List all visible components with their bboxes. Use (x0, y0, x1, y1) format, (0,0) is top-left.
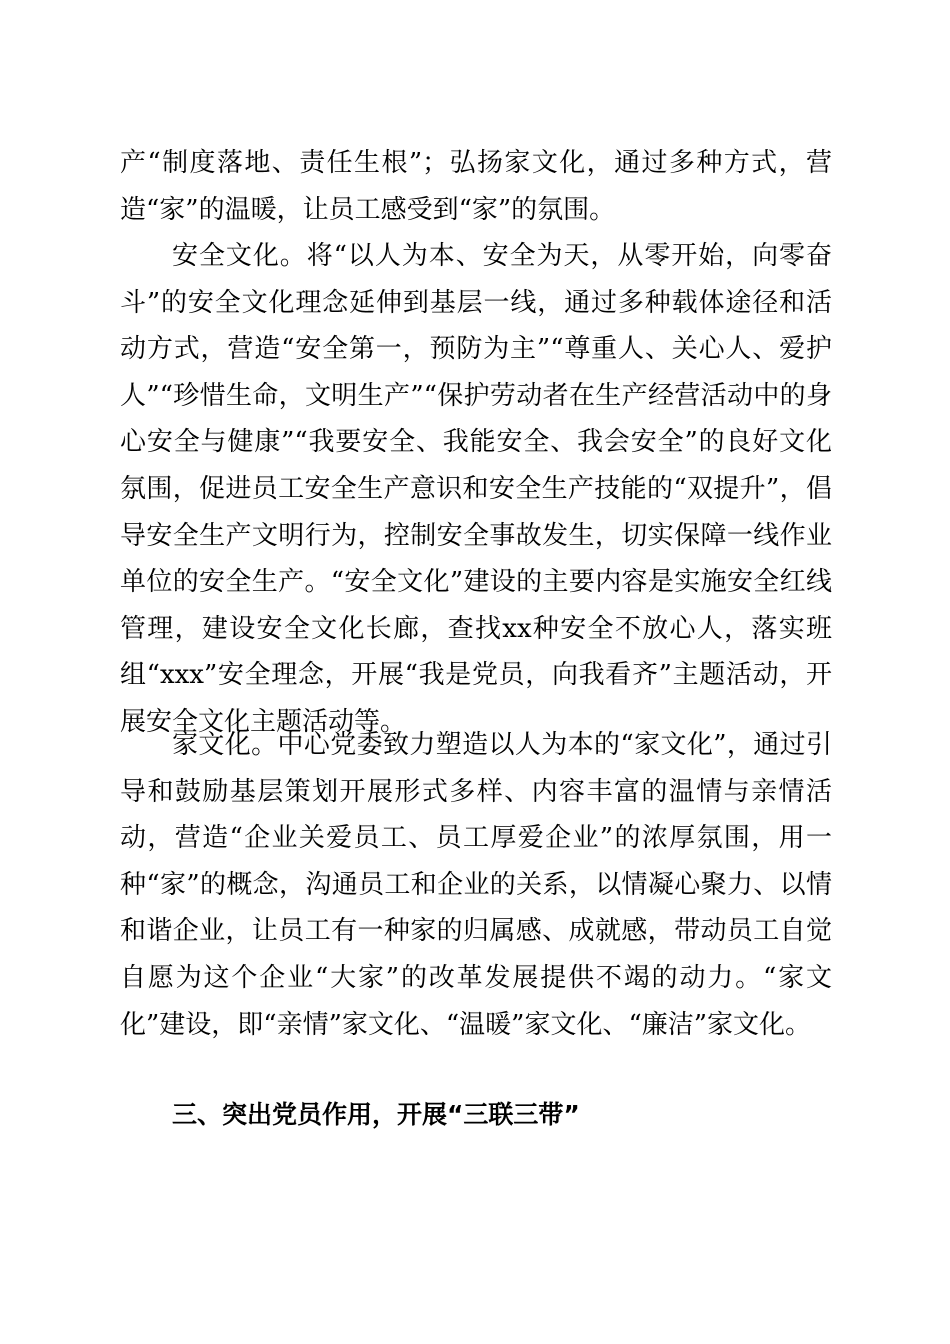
section-heading: 三、突出党员作用，开展“三联三带” (172, 1100, 580, 1129)
paragraph-safety-culture: 安全文化。将“以人为本、安全为天，从零开始，向零奋斗”的安全文化理念延伸到基层一线，通过多种载体途径和活动方式，营造“安全第一，预防为主”“尊重人、关心人、爱护人”“珍惜生命，文明生产”“保护劳动者在生产经营活动中的身心安全与健康”“我要安全、我能安全、我会安全”的良好文化氛围，促进员工安全生产意识和安全生产技能的“双提升”，倡导安全生产文明行为，控制安全事故发生，切实保障一线作业单位的安全生产。“安全文化”建设的主要内容是实施安全红线管理，建设安全文化长廊，查找xx种安全不放心人，落实班组“xxx”安全理念，开展“我是党员，向我看齐”主题活动，开展安全文化主题活动等。 (120, 241, 832, 737)
paragraph-family-culture: 家文化。中心党委致力塑造以人为本的“家文化”，通过引导和鼓励基层策划开展形式多样、内容丰富的温情与亲情活动，营造“企业关爱员工、员工厚爱企业”的浓厚氛围，用一种“家”的概念，沟通员工和企业的关系，以情凝心聚力、以情和谐企业，让员工有一种家的归属感、成就感，带动员工自觉自愿为这个企业“大家”的改革发展提供不竭的动力。“家文化”建设，即“亲情”家文化、“温暖”家文化、“廉洁”家文化。 (120, 730, 832, 1040)
paragraph-continuation: 产“制度落地、责任生根”；弘扬家文化，通过多种方式，营造“家”的温暖，让员工感受到“家”的氛围。 (120, 148, 832, 225)
